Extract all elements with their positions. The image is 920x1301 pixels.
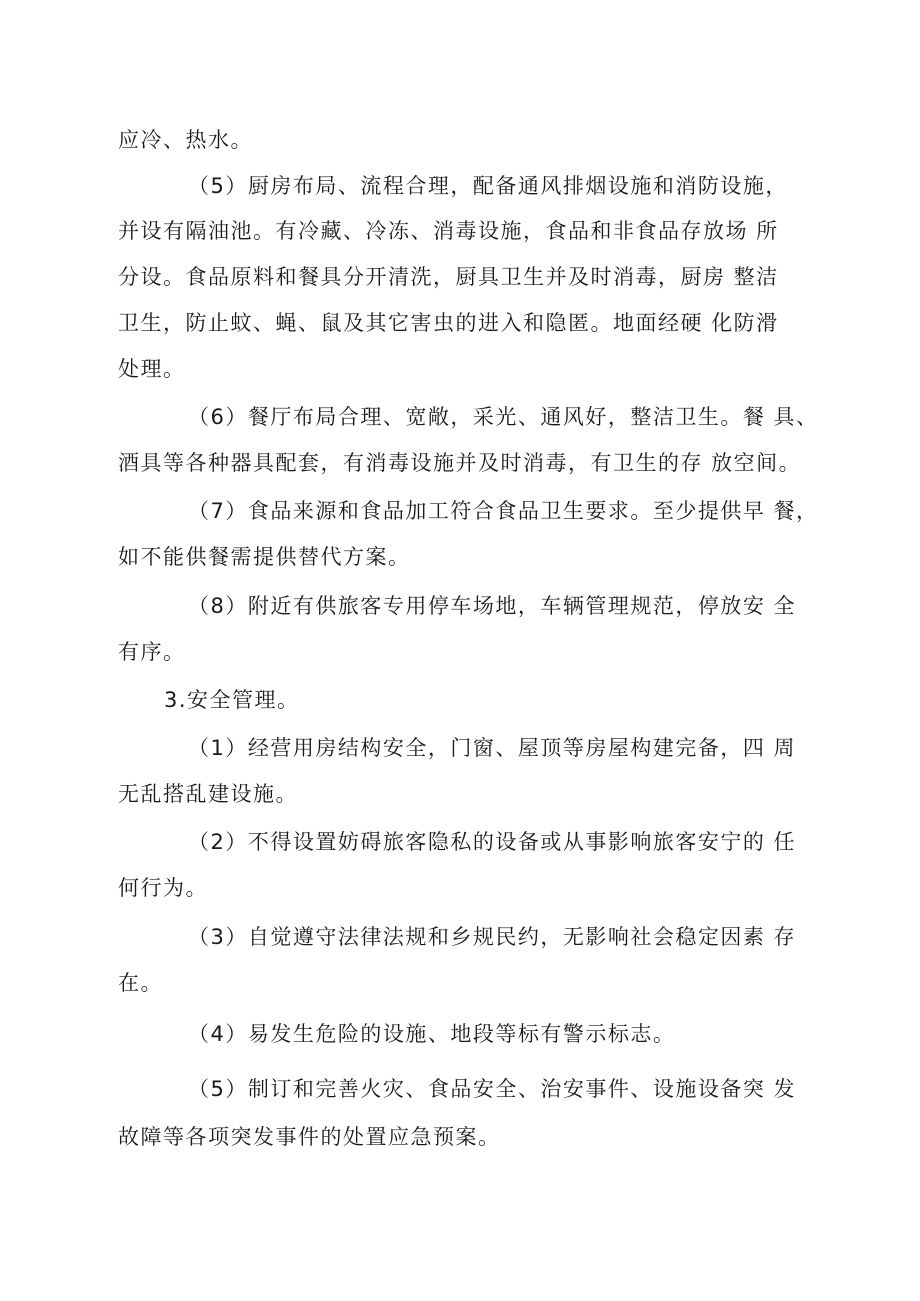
text-line: 在。 xyxy=(118,971,163,995)
text-line: （2）不得设置妨碍旅客隐私的设备或从事影响旅客安宁的 任 xyxy=(188,830,797,854)
text-line: （7）食品来源和食品加工符合食品卫生要求。至少提供早 餐， xyxy=(188,499,819,523)
text-line: 如不能供餐需提供替代方案。 xyxy=(118,545,411,569)
text-line: 卫生，防止蚊、蝇、鼠及其它害虫的进入和隐匿。地面经硬 化防滑 xyxy=(118,311,779,335)
text-line: （8）附近有供旅客专用停车场地，车辆管理规范，停放安 全 xyxy=(188,594,797,618)
text-line: （6）餐厅布局合理、宽敞，采光、通风好，整洁卫生。餐 具、 xyxy=(188,405,819,429)
section-heading: 3.安全管理。 xyxy=(164,688,300,712)
text-line: 处理。 xyxy=(118,357,186,381)
text-line: 应冷、热水。 xyxy=(118,128,253,152)
text-line: 有序。 xyxy=(118,640,186,664)
text-line: （1）经营用房结构安全，门窗、屋顶等房屋构建完备，四 周 xyxy=(188,736,797,760)
text-line: （5）厨房布局、流程合理，配备通风排烟设施和消防设施， xyxy=(188,174,788,198)
text-line: 故障等各项突发事件的处置应急预案。 xyxy=(118,1125,501,1149)
text-line: 无乱搭乱建设施。 xyxy=(118,782,298,806)
text-line: 酒具等各种器具配套，有消毒设施并及时消毒，有卫生的存 放空间。 xyxy=(118,451,802,475)
text-line: 何行为。 xyxy=(118,876,208,900)
text-line: （4）易发生危险的设施、地段等标有警示标志。 xyxy=(188,1022,676,1046)
text-line: 分设。食品原料和餐具分开清洗，厨具卫生并及时消毒，厨房 整洁 xyxy=(118,265,779,289)
text-line: 并设有隔油池。有冷藏、冷冻、消毒设施，食品和非食品存放场 所 xyxy=(118,219,779,243)
text-line: （3）自觉遵守法律法规和乡规民约，无影响社会稳定因素 存 xyxy=(188,925,797,949)
text-line: （5）制订和完善火灾、食品安全、治安事件、设施设备突 发 xyxy=(188,1077,797,1101)
